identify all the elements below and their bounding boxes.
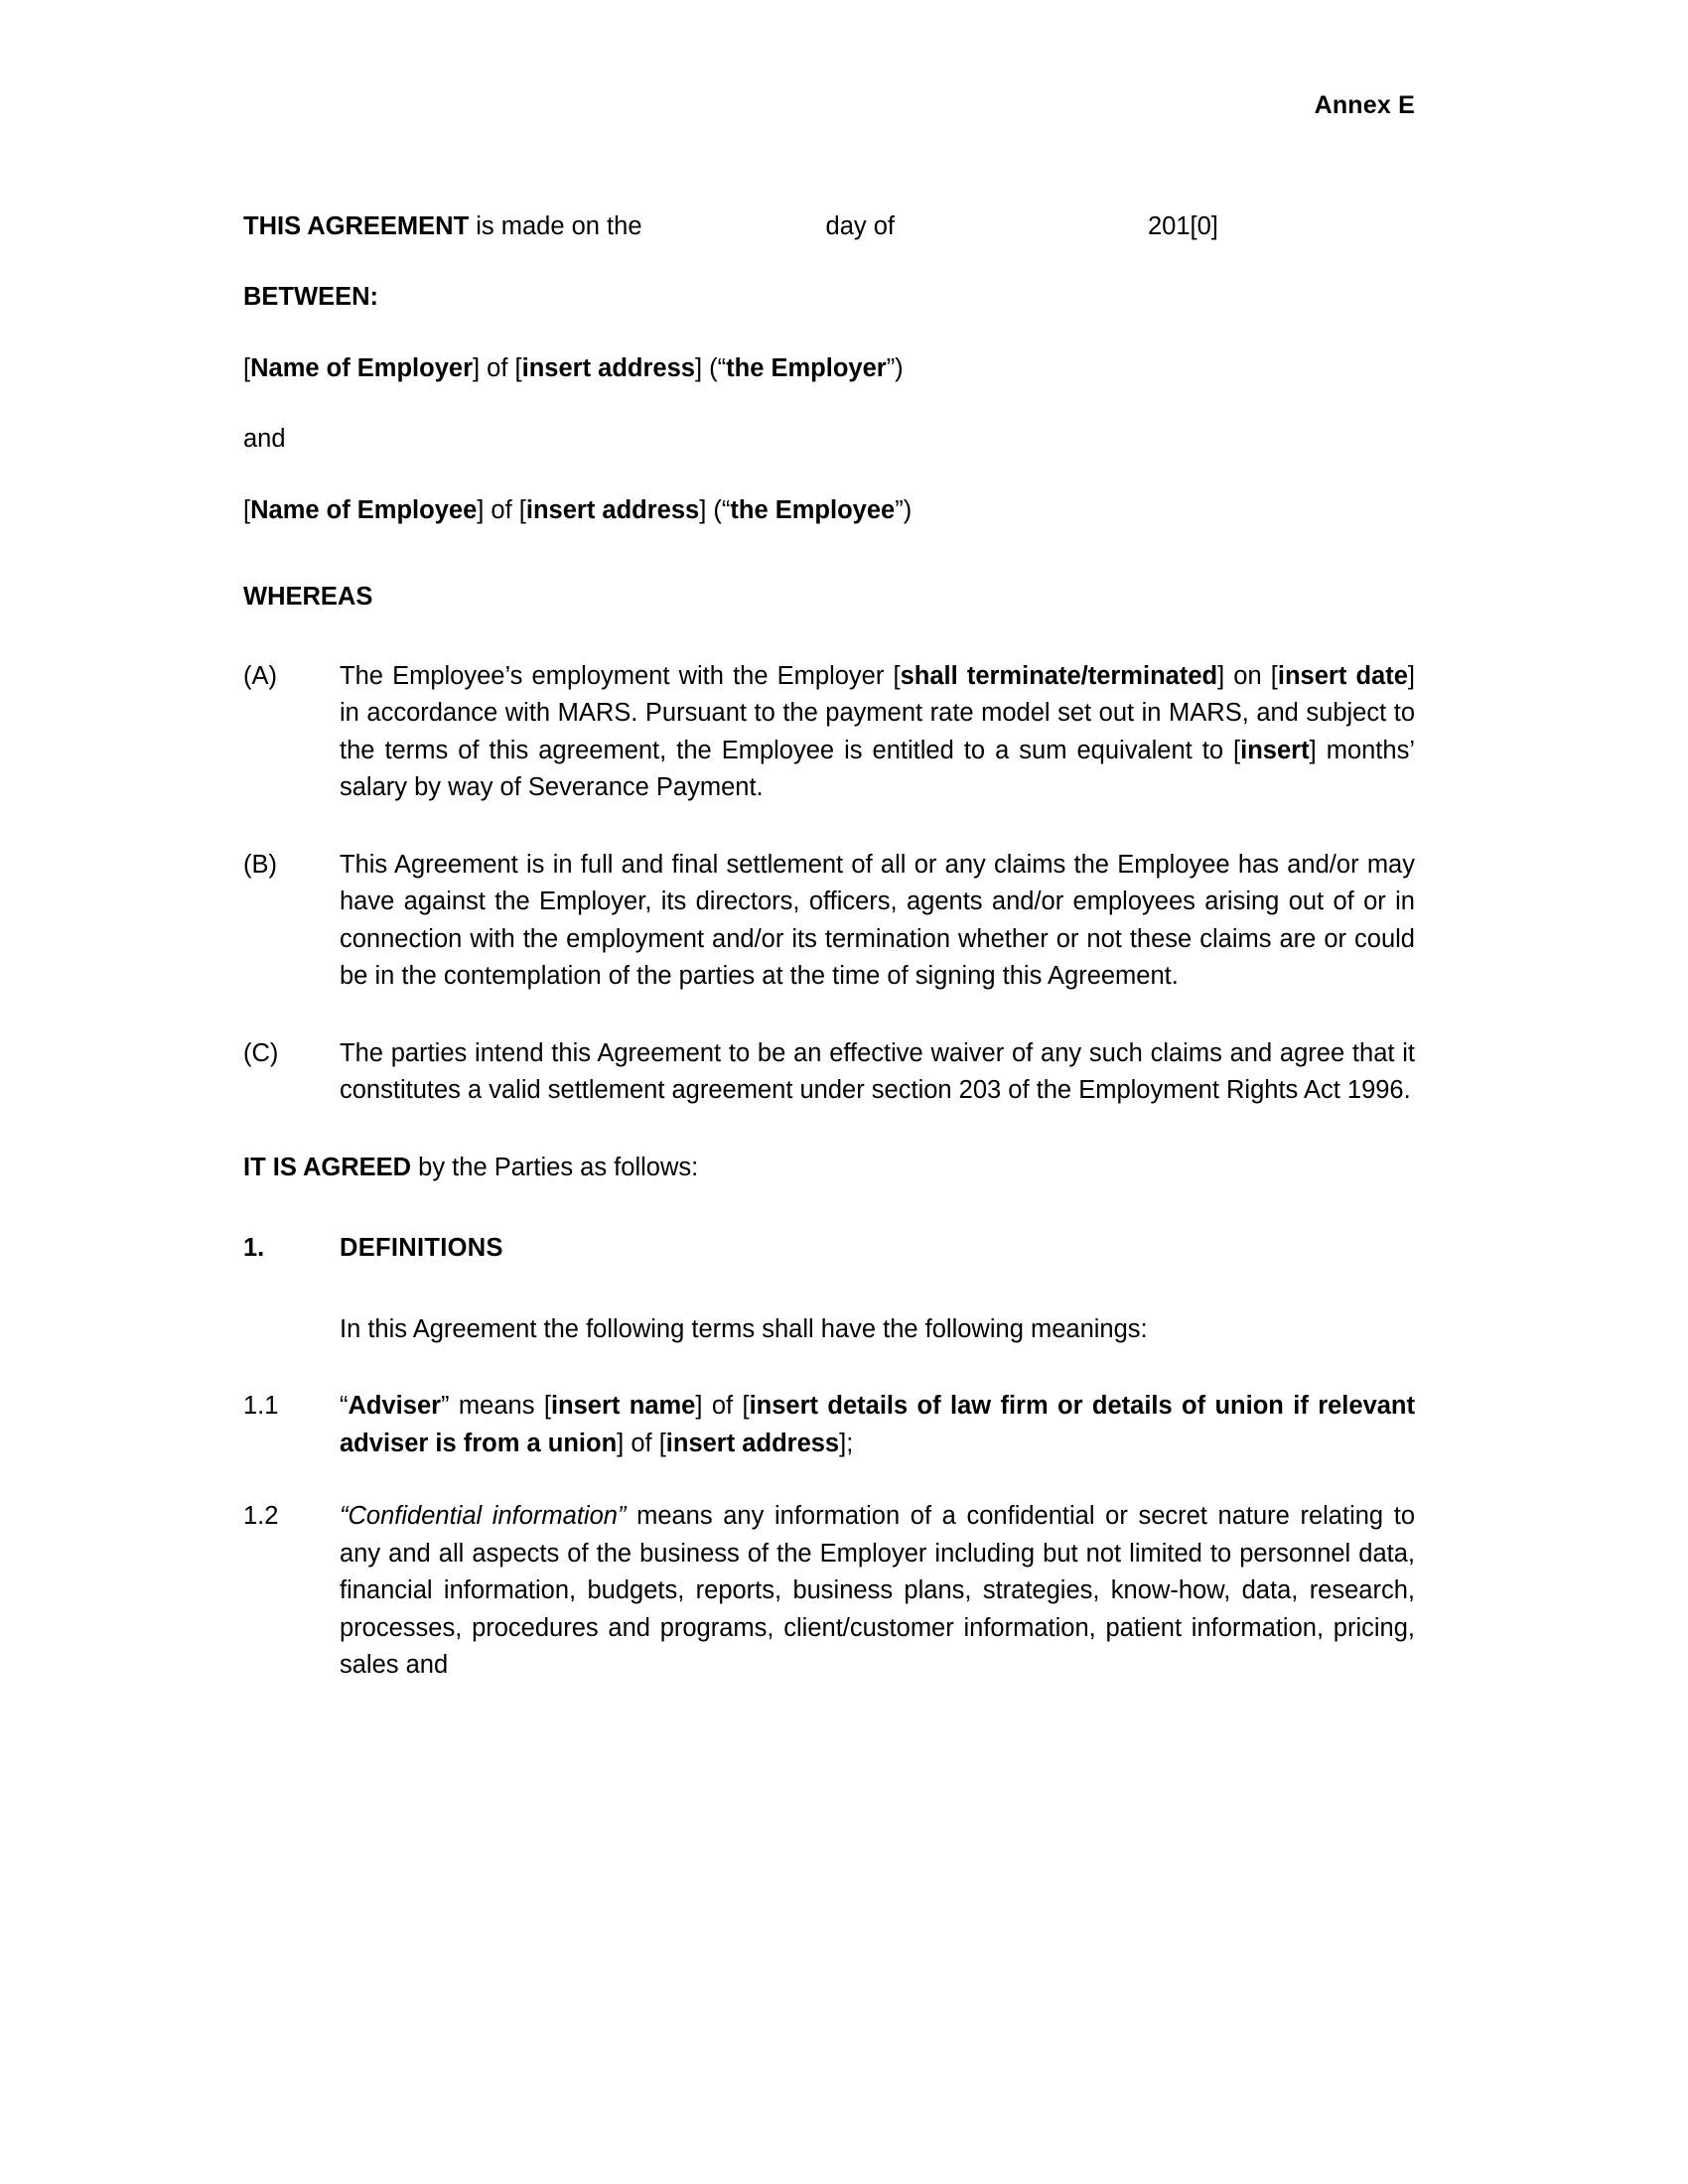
recital-c-marker: (C) bbox=[243, 1038, 279, 1067]
adviser-insert-name: insert name bbox=[550, 1392, 696, 1421]
adviser-of-2: of bbox=[624, 1429, 659, 1457]
recital-c-body: The parties intend this Agreement to be an effective waiver of any such claims and agree that it constitutes a valid settlement agreement under section 203 of the Employment Rights Act 1996. bbox=[340, 1038, 1415, 1105]
clause-1-2-number: 1.2 bbox=[243, 1502, 279, 1531]
employer-address-bracket-open: [ bbox=[514, 353, 522, 382]
recital-a-body bbox=[340, 658, 1415, 807]
adviser-d-close: ]; bbox=[839, 1429, 854, 1457]
confidential-information-body: means any information of a confidential or secret nature relating to any and all aspects of the business of the Employer including but not limited to personnel data, financial information, budgets, reports, business plans, strategies, know-how, data, research, processes, procedures and programs, client/customer information, patient information, pricing, sales and bbox=[340, 1502, 1415, 1680]
definitions-intro: In this Agreement the following terms shall have the following meanings: bbox=[340, 1314, 1148, 1343]
clause-1-1-number: 1.1 bbox=[243, 1392, 279, 1421]
employee-defined-term: the Employee bbox=[730, 495, 896, 524]
employer-of: of bbox=[480, 353, 515, 382]
agreement-day-of: day of bbox=[825, 212, 895, 240]
annex-label: Annex E bbox=[1314, 91, 1415, 119]
agreement-title-run bbox=[243, 208, 642, 245]
employee-defined-close: ”) bbox=[895, 495, 913, 524]
agreement-made-on: is made on the bbox=[469, 212, 642, 240]
agreement-year: 201[0] bbox=[1147, 212, 1218, 240]
recital-a-part1: The Employee’s employment with the Employer [ bbox=[340, 661, 901, 690]
party-employee-line bbox=[243, 492, 1415, 529]
page-header bbox=[0, 91, 1415, 120]
employer-bracket-open: [ bbox=[243, 353, 251, 382]
employee-address-bracket-close: ] bbox=[699, 495, 707, 524]
employer-name-placeholder: Name of Employer bbox=[250, 353, 473, 382]
recital-c bbox=[243, 1035, 1415, 1110]
adviser-insert-details: insert details of law firm or details of union if relevant adviser is from a union bbox=[340, 1392, 1415, 1457]
adviser-term: Adviser bbox=[348, 1392, 442, 1421]
recital-b-body: This Agreement is in full and final settlement of all or any claims the Employee has and/or may have against the Employer, its directors, officers, agents and/or employees arising out of or in connection with the employment and/or its termination whether or not these claims are or could be in the contemplation of the parties at the time of signing this Agreement. bbox=[340, 850, 1415, 991]
adviser-quote-open: “ bbox=[340, 1392, 349, 1421]
employee-of: of bbox=[484, 495, 519, 524]
recital-a-part2: ] on [ bbox=[1217, 661, 1278, 690]
adviser-means: means bbox=[449, 1392, 544, 1421]
employee-bracket-close: ] bbox=[477, 495, 485, 524]
adviser-c-open: [ bbox=[742, 1392, 750, 1421]
confidential-information-term: “Confidential information” bbox=[340, 1502, 627, 1531]
adviser-insert-address: insert address bbox=[665, 1429, 840, 1457]
it-is-agreed-rest: by the Parties as follows: bbox=[411, 1153, 699, 1181]
adviser-b-close: ] bbox=[695, 1392, 703, 1421]
employee-bracket-open: [ bbox=[243, 495, 251, 524]
recital-b bbox=[243, 847, 1415, 996]
recital-a-part3: ] in accordance with MARS. Pursuant to the payment rate model set out in MARS, and subject to the terms of this agreement, the Employee is entitled to a sum equivalent to [ bbox=[340, 661, 1415, 764]
employer-bracket-close: ] bbox=[473, 353, 481, 382]
adviser-b-open: [ bbox=[543, 1392, 551, 1421]
whereas-heading: WHEREAS bbox=[243, 583, 373, 612]
employer-address-placeholder: insert address bbox=[521, 353, 695, 382]
recital-a-part4: ] months’ salary by way of Severance Payment. bbox=[340, 736, 1415, 802]
clause-1-number: 1. bbox=[243, 1234, 265, 1263]
party-conjunction: and bbox=[243, 425, 286, 454]
party-employer-line bbox=[243, 350, 1415, 387]
employer-defined-term: the Employer bbox=[726, 353, 887, 382]
employer-defined-close: ”) bbox=[886, 353, 904, 382]
agreement-opening-line bbox=[243, 208, 1415, 245]
adviser-c-close: ] bbox=[617, 1429, 625, 1457]
it-is-agreed-bold: IT IS AGREED bbox=[243, 1153, 412, 1181]
adviser-d-open: [ bbox=[658, 1429, 666, 1457]
recital-b-marker: (B) bbox=[243, 850, 277, 879]
recital-a-bold-insert: insert bbox=[1240, 736, 1310, 764]
employee-address-bracket-open: [ bbox=[518, 495, 526, 524]
clause-1-definitions bbox=[243, 1230, 1415, 1267]
employee-name-placeholder: Name of Employee bbox=[250, 495, 478, 524]
between-heading: BETWEEN: bbox=[243, 283, 378, 312]
recital-a bbox=[243, 658, 1415, 807]
document-body bbox=[243, 208, 1415, 1720]
employee-address-placeholder: insert address bbox=[525, 495, 700, 524]
employer-defined-open: (“ bbox=[702, 353, 727, 382]
clause-1-2-confidential-information bbox=[243, 1498, 1415, 1684]
recital-a-bold-terminate: shall terminate/terminated bbox=[900, 661, 1218, 690]
it-is-agreed-line bbox=[243, 1150, 1415, 1186]
clause-1-title: DEFINITIONS bbox=[340, 1234, 503, 1263]
clause-1-1-text bbox=[340, 1388, 1415, 1462]
clause-1-1-adviser bbox=[243, 1388, 1415, 1462]
recital-a-bold-insert-date: insert date bbox=[1277, 661, 1408, 690]
recital-a-marker: (A) bbox=[243, 661, 277, 690]
employer-address-bracket-close: ] bbox=[694, 353, 703, 382]
agreement-bold-lead: THIS AGREEMENT bbox=[243, 212, 470, 240]
adviser-of-1: of bbox=[702, 1392, 743, 1421]
employee-defined-open: (“ bbox=[706, 495, 731, 524]
adviser-quote-close: ” bbox=[441, 1392, 450, 1421]
clause-1-2-text bbox=[340, 1498, 1415, 1684]
